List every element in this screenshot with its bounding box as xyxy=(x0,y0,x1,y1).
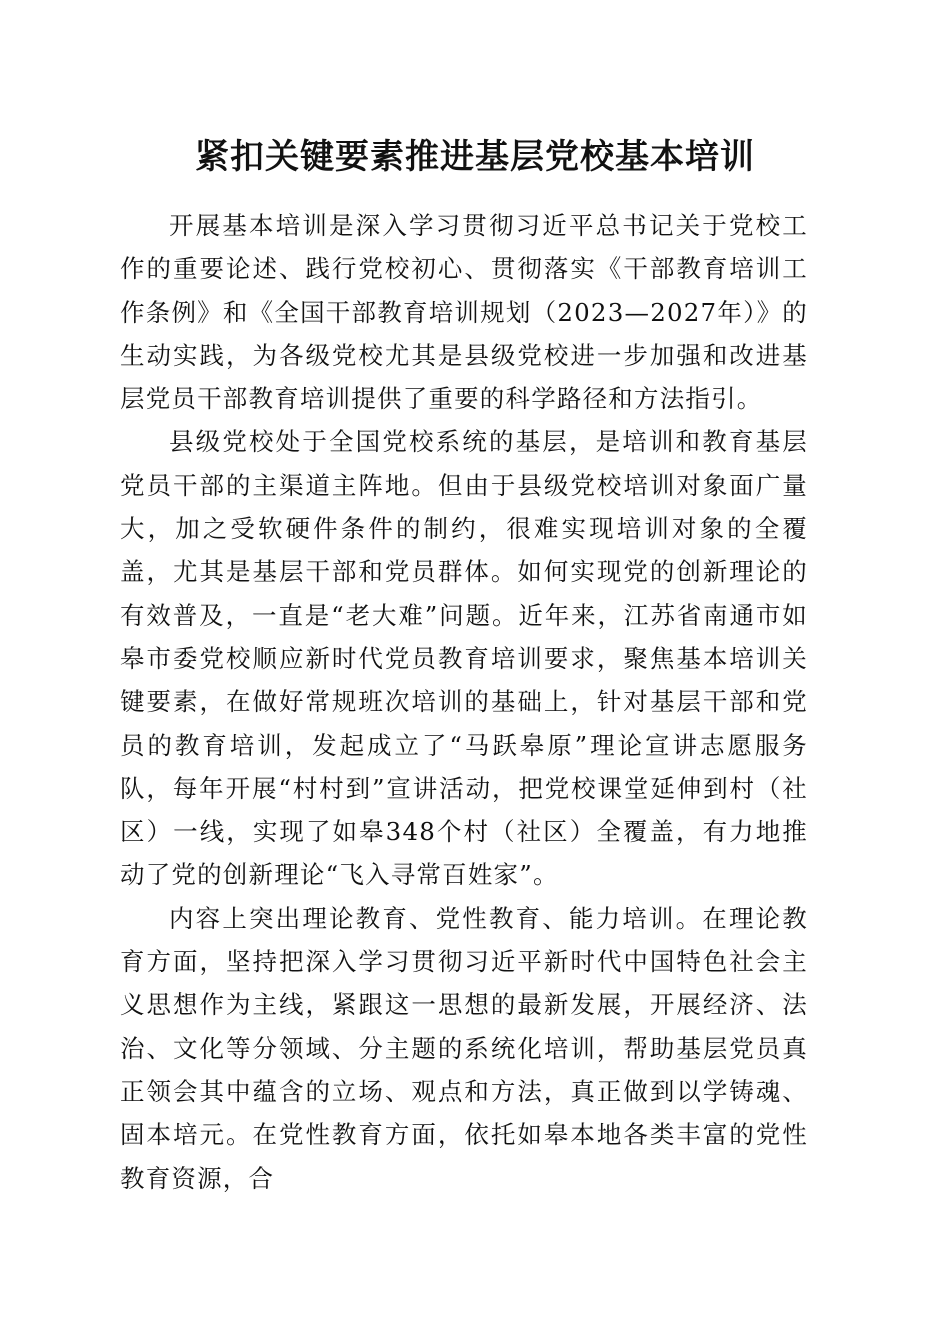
document-title: 紧扣关键要素推进基层党校基本培训 xyxy=(195,137,755,177)
paragraph: 开展基本培训是深入学习贯彻习近平总书记关于党校工作的重要论述、践行党校初心、贯彻落实《干部教育培训工作条例》和《全国干部教育培训规划（2023—2027年）》的生动实践，为各级党校尤其是县级党校进一步加强和改进基层党员干部教育培训提供了重要的科学路径和方法指引。 xyxy=(120,211,808,414)
document-body xyxy=(120,204,808,1200)
paragraph: 县级党校处于全国党校系统的基层，是培训和教育基层党员干部的主渠道主阵地。但由于县级党校培训对象面广量大，加之受软硬件条件的制约，很难实现培训对象的全覆盖，尤其是基层干部和党员群体。如何实现党的创新理论的有效普及，一直是“老大难”问题。近年来，江苏省南通市如皋市委党校顺应新时代党员教育培训要求，聚焦基本培训关键要素，在做好常规班次培训的基础上，针对基层干部和党员的教育培训，发起成立了“马跃皋原”理论宣讲志愿服务队，每年开展“村村到”宣讲活动，把党校课堂延伸到村（社区）一线，实现了如皋348个村（社区）全覆盖，有力地推动了党的创新理论“飞入寻常百姓家”。 xyxy=(120,427,808,890)
paragraph: 内容上突出理论教育、党性教育、能力培训。在理论教育方面，坚持把深入学习贯彻习近平新时代中国特色社会主义思想作为主线，紧跟这一思想的最新发展，开展经济、法治、文化等分领域、分主题的系统化培训，帮助基层党员真正领会其中蕴含的立场、观点和方法，真正做到以学铸魂、固本培元。在党性教育方面，依托如皋本地各类丰富的党性教育资源，合 xyxy=(120,903,808,1193)
